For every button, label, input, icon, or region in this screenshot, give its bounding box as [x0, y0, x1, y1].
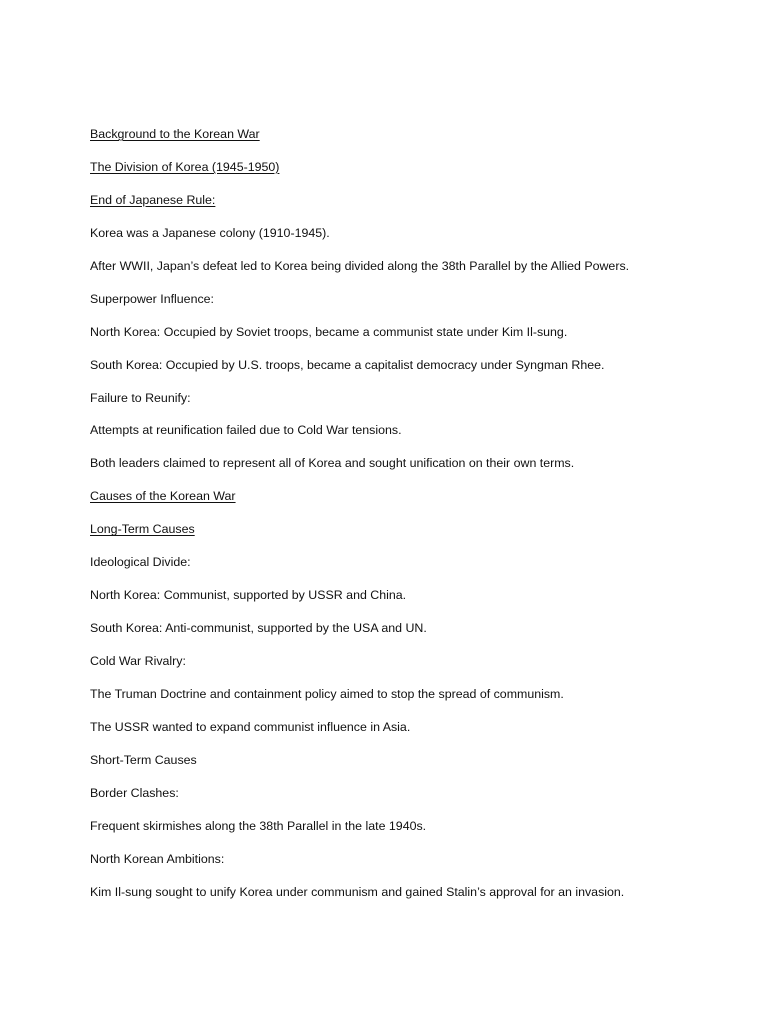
subheading-long-term: Long-Term Causes — [90, 522, 195, 537]
paragraph: Both leaders claimed to represent all of Korea and sought unification on their own terms. — [90, 456, 575, 471]
paragraph-label: Border Clashes: — [90, 785, 179, 800]
paragraph-label: Cold War Rivalry: — [90, 654, 186, 668]
paragraph-label: Ideological Divide: — [90, 555, 191, 570]
heading-causes: Causes of the Korean War — [90, 489, 236, 504]
paragraph: Attempts at reunification failed due to Cold War tensions. — [90, 423, 402, 438]
subheading-japanese-rule: End of Japanese Rule: — [90, 192, 216, 207]
paragraph: After WWII, Japan’s defeat led to Korea being divided along the 38th Parallel by the Allied Powers. — [90, 258, 630, 273]
paragraph: Korea was a Japanese colony (1910-1945). — [90, 225, 330, 240]
paragraph-label: Failure to Reunify: — [90, 390, 191, 405]
paragraph: Frequent skirmishes along the 38th Parallel in the late 1940s. — [90, 818, 427, 833]
paragraph: North Korea: Communist, supported by USSR and China. — [90, 588, 407, 603]
document-body — [90, 126, 730, 917]
paragraph-label: North Korean Ambitions: — [90, 851, 225, 866]
paragraph: The Truman Doctrine and containment policy aimed to stop the spread of communism. — [90, 686, 564, 701]
paragraph: South Korea: Occupied by U.S. troops, became a capitalist democracy under Syngman Rhee. — [90, 357, 605, 372]
paragraph: North Korea: Occupied by Soviet troops, became a communist state under Kim Il-sung. — [90, 324, 568, 339]
subheading-short-term: Short-Term Causes — [90, 752, 197, 767]
paragraph: Kim Il-sung sought to unify Korea under communism and gained Stalin’s approval for an invasion. — [90, 884, 625, 899]
paragraph: The USSR wanted to expand communist influence in Asia. — [90, 719, 411, 734]
heading-background: Background to the Korean War — [90, 127, 260, 141]
subheading-division: The Division of Korea (1945-1950) — [90, 159, 280, 174]
paragraph: South Korea: Anti-communist, supported by the USA and UN. — [90, 621, 427, 636]
paragraph-label: Superpower Influence: — [90, 291, 214, 306]
